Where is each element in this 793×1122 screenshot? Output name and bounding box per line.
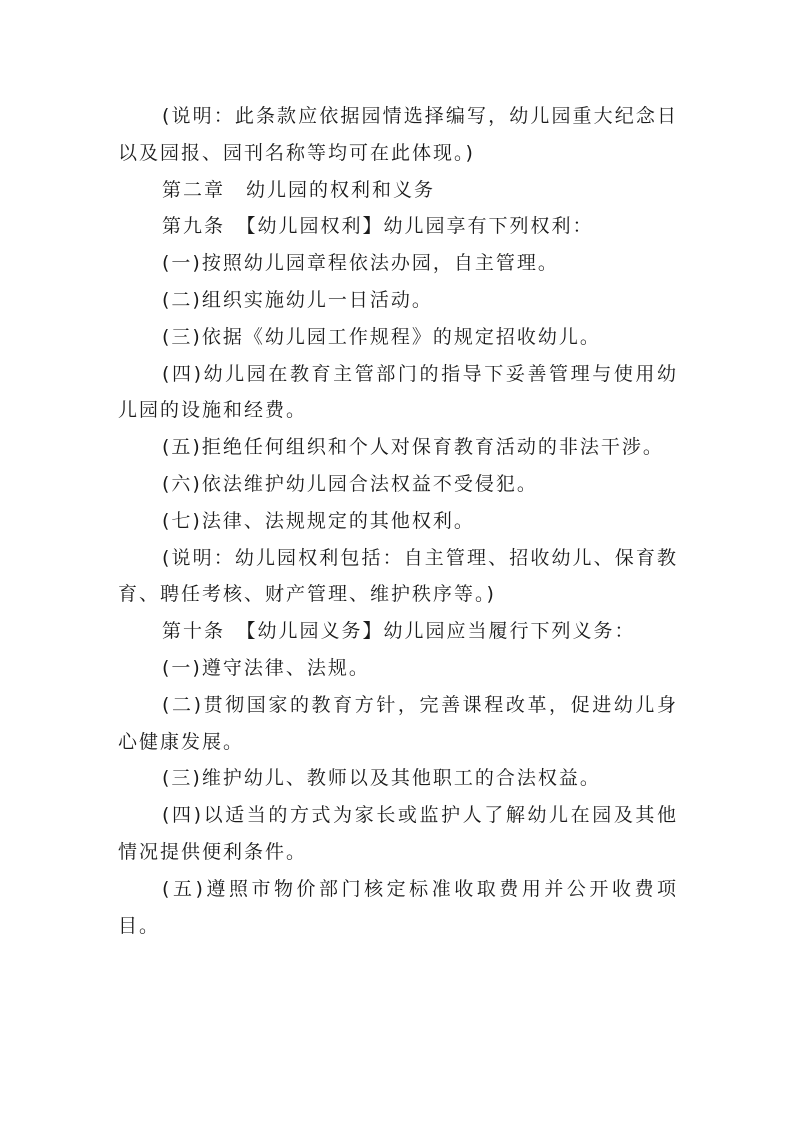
list-item: (二)组织实施幼儿一日活动。 — [162, 288, 433, 311]
list-item: (四)以适当的方式为家长或监护人了解幼儿在园及其他情况提供便利条件。 — [118, 804, 678, 863]
document-body — [118, 98, 678, 944]
note-paragraph: (说明：此条款应依据园情选择编写，幼儿园重大纪念日以及园报、园刊名称等均可在此体现。) — [118, 105, 678, 164]
list-item: (五)拒绝任何组织和个人对保育教育活动的非法干涉。 — [162, 436, 664, 459]
list-item: (三)依据《幼儿园工作规程》的规定招收幼儿。 — [162, 325, 601, 348]
article-heading: 第十条 【幼儿园义务】幼儿园应当履行下列义务： — [162, 620, 636, 643]
list-item: (一)遵守法律、法规。 — [162, 656, 370, 679]
list-item: (四)幼儿园在教育主管部门的指导下妥善管理与使用幼儿园的设施和经费。 — [118, 362, 678, 422]
note-paragraph: (说明：幼儿园权利包括：自主管理、招收幼儿、保育教育、聘任考核、财产管理、维护秩序等。) — [118, 546, 678, 606]
list-item: (一)按照幼儿园章程依法办园，自主管理。 — [162, 252, 559, 275]
list-item: (七)法律、法规规定的其他权利。 — [162, 509, 475, 532]
list-item: (三)维护幼儿、教师以及其他职工的合法权益。 — [162, 767, 601, 790]
list-item: (六)依法维护幼儿园合法权益不受侵犯。 — [162, 472, 538, 495]
article-heading: 第九条 【幼儿园权利】幼儿园享有下列权利： — [162, 215, 594, 238]
list-item: (五)遵照市物价部门核定标准收取费用并公开收费项目。 — [118, 877, 678, 937]
list-item: (二)贯彻国家的教育方针，完善课程改革，促进幼儿身心健康发展。 — [118, 693, 678, 753]
chapter-heading: 第二章 幼儿园的权利和义务 — [162, 178, 436, 201]
